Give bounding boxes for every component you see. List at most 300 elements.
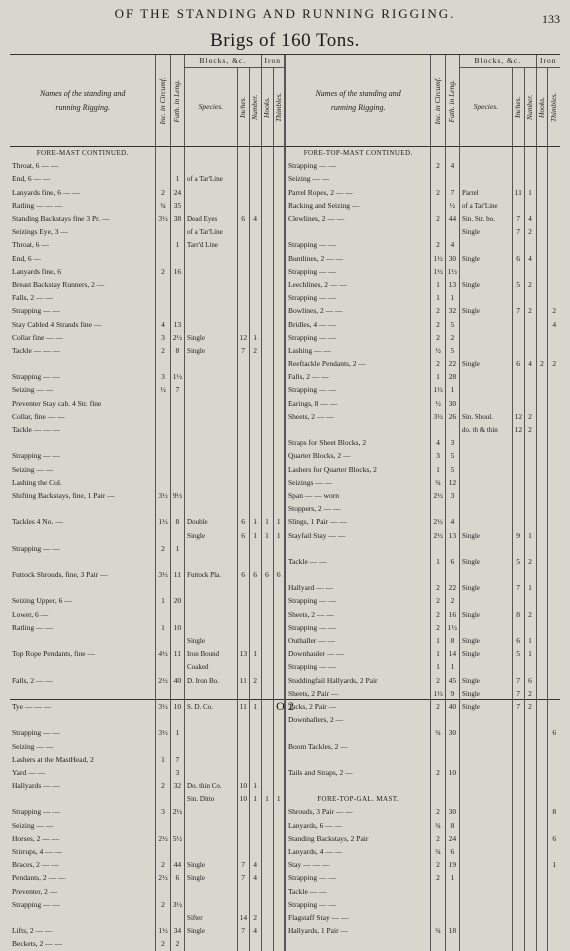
- iron-hooks-right: [536, 661, 548, 674]
- iron-hooks-left: [261, 212, 273, 225]
- length-left: 1: [170, 727, 184, 740]
- block-inches-right: [512, 753, 524, 766]
- block-species-right: Single: [460, 648, 513, 661]
- length-left: [170, 147, 184, 160]
- block-inches-right: [512, 780, 524, 793]
- circumference-left: [156, 437, 170, 450]
- table-row: [10, 582, 560, 595]
- rigging-name-right: Strapping — —: [285, 239, 431, 252]
- iron-hooks-left: [261, 199, 273, 212]
- block-inches-right: 7: [512, 212, 524, 225]
- block-inches-left: [237, 278, 249, 291]
- block-species-left: Single: [185, 344, 238, 357]
- table-row: [10, 859, 560, 872]
- iron-hooks-left: [261, 160, 273, 173]
- circumference-left: [156, 555, 170, 568]
- iron-hooks-left: [261, 925, 273, 938]
- block-species-left: Sin. Ditto: [185, 793, 238, 806]
- block-number-left: [249, 292, 261, 305]
- hooks-header: Hooks.: [536, 68, 548, 147]
- block-species-right: [460, 938, 513, 951]
- block-number-left: 6: [249, 569, 261, 582]
- iron-hooks-right: [536, 898, 548, 911]
- block-species-left: Futtock Pla.: [185, 569, 238, 582]
- iron-thimbles-right: [548, 423, 560, 436]
- iron-thimbles-left: [273, 885, 285, 898]
- iron-thimbles-left: 1: [273, 529, 285, 542]
- block-species-right: [460, 397, 513, 410]
- block-species-left: [185, 753, 238, 766]
- block-number-left: [249, 239, 261, 252]
- block-inches-right: [512, 845, 524, 858]
- block-inches-right: [512, 397, 524, 410]
- circumference-right: ¾: [431, 819, 445, 832]
- block-number-right: 2: [524, 423, 536, 436]
- rigging-name-right: Lanyards, 6 — —: [285, 819, 431, 832]
- table-row: [10, 740, 560, 753]
- iron-hooks-left: [261, 397, 273, 410]
- block-number-left: [249, 423, 261, 436]
- block-number-right: [524, 476, 536, 489]
- block-species-right: [460, 173, 513, 186]
- table-row: [10, 397, 560, 410]
- length-left: 8: [170, 516, 184, 529]
- rigging-name-left: Hallyards — —: [12, 781, 60, 791]
- iron-hooks-right: [536, 911, 548, 924]
- block-inches-left: [237, 898, 249, 911]
- block-species-right: [460, 806, 513, 819]
- iron-thimbles-left: [273, 489, 285, 502]
- block-species-right: [460, 925, 513, 938]
- block-species-left: [185, 555, 238, 568]
- block-inches-right: [512, 621, 524, 634]
- rigging-name-left: Tackles 4 No. —: [12, 517, 63, 527]
- block-number-left: 4: [249, 872, 261, 885]
- iron-thimbles-left: [273, 423, 285, 436]
- iron-thimbles-right: [548, 872, 560, 885]
- rigging-name-left: Braces, 2 — —: [12, 860, 59, 870]
- block-species-left: D. Iron Bo.: [185, 674, 238, 687]
- block-number-left: [249, 714, 261, 727]
- blocks-header: Blocks, &c.: [460, 55, 537, 68]
- hooks-header: Hooks.: [261, 68, 273, 147]
- table-row: [10, 147, 560, 160]
- table-row: [10, 331, 560, 344]
- circumference-right: 2: [431, 700, 445, 713]
- circumference-right: [431, 898, 445, 911]
- block-species-left: [185, 160, 238, 173]
- block-species-left: [185, 621, 238, 634]
- circumference-left: 3½: [156, 569, 170, 582]
- circumference-right: 1½: [431, 265, 445, 278]
- block-species-left: [185, 423, 238, 436]
- block-species-right: [460, 753, 513, 766]
- block-species-right: Parrel: [460, 186, 513, 199]
- circumference-right: [431, 542, 445, 555]
- block-number-left: [249, 634, 261, 647]
- block-inches-right: [512, 859, 524, 872]
- iron-thimbles-left: [273, 186, 285, 199]
- iron-hooks-left: [261, 358, 273, 371]
- rigging-name-right: Earings, 8 — —: [285, 397, 431, 410]
- length-right: [445, 753, 459, 766]
- iron-thimbles-left: [273, 621, 285, 634]
- circumference-left: [156, 634, 170, 647]
- rigging-name-left: Seizing — —: [12, 385, 54, 395]
- block-number-left: [249, 305, 261, 318]
- block-species-right: [460, 859, 513, 872]
- circumference-left: 1½: [156, 925, 170, 938]
- circumference-right: 2: [431, 212, 445, 225]
- block-number-right: 4: [524, 252, 536, 265]
- iron-thimbles-left: 1: [273, 516, 285, 529]
- block-species-right: [460, 476, 513, 489]
- block-number-left: [249, 753, 261, 766]
- circumference-left: 2: [156, 780, 170, 793]
- block-number-right: 1: [524, 648, 536, 661]
- circumference-left: [156, 423, 170, 436]
- block-number-left: 4: [249, 925, 261, 938]
- circumference-left: 3: [156, 331, 170, 344]
- rigging-table: [10, 55, 560, 951]
- circumference-left: 4½: [156, 648, 170, 661]
- length-header: Fath. in Leng.: [445, 55, 459, 147]
- length-right: 16: [445, 608, 459, 621]
- block-inches-right: [512, 437, 524, 450]
- block-inches-right: [512, 147, 524, 160]
- block-species-right: [460, 661, 513, 674]
- iron-thimbles-right: 6: [548, 727, 560, 740]
- iron-thimbles-left: [273, 674, 285, 687]
- iron-hooks-right: [536, 727, 548, 740]
- block-inches-right: 12: [512, 410, 524, 423]
- block-species-left: [185, 582, 238, 595]
- length-right: 24: [445, 832, 459, 845]
- iron-hooks-left: [261, 252, 273, 265]
- iron-thimbles-right: [548, 199, 560, 212]
- iron-hooks-right: [536, 410, 548, 423]
- block-inches-right: [512, 885, 524, 898]
- block-inches-left: [237, 410, 249, 423]
- iron-thimbles-left: [273, 278, 285, 291]
- block-number-right: [524, 173, 536, 186]
- block-species-right: Single: [460, 305, 513, 318]
- circumference-right: 1½: [431, 384, 445, 397]
- block-species-left: [185, 727, 238, 740]
- iron-hooks-left: 6: [261, 569, 273, 582]
- block-species-right: Single: [460, 278, 513, 291]
- length-left: [170, 226, 184, 239]
- rigging-name-left: Collar, fine — —: [12, 411, 65, 421]
- block-number-right: [524, 265, 536, 278]
- block-species-left: Iron Bound: [185, 648, 238, 661]
- length-right: 22: [445, 358, 459, 371]
- circumference-right: [431, 569, 445, 582]
- table-row: [10, 780, 560, 793]
- iron-thimbles-left: [273, 714, 285, 727]
- block-inches-left: [237, 555, 249, 568]
- length-left: 5½: [170, 832, 184, 845]
- block-species-right: [460, 542, 513, 555]
- iron-thimbles-left: [273, 819, 285, 832]
- block-species-right: Single: [460, 687, 513, 700]
- circumference-right: [431, 714, 445, 727]
- iron-thimbles-right: [548, 569, 560, 582]
- block-species-left: [185, 476, 238, 489]
- iron-thimbles-left: [273, 344, 285, 357]
- length-right: 6: [445, 555, 459, 568]
- block-number-right: [524, 661, 536, 674]
- iron-thimbles-right: [548, 542, 560, 555]
- iron-thimbles-left: [273, 780, 285, 793]
- length-right: [445, 226, 459, 239]
- block-species-left: [185, 832, 238, 845]
- circumference-left: 3½: [156, 212, 170, 225]
- block-species-left: of a Tar'Line: [185, 226, 238, 239]
- block-species-right: [460, 819, 513, 832]
- circumference-header: Inc. in Circumf.: [431, 55, 445, 147]
- block-inches-right: [512, 740, 524, 753]
- block-species-left: [185, 358, 238, 371]
- block-number-left: [249, 147, 261, 160]
- block-inches-left: [237, 621, 249, 634]
- iron-thimbles-right: [548, 278, 560, 291]
- rigging-name-right: Falls, 2 — —: [285, 371, 431, 384]
- iron-thimbles-right: [548, 265, 560, 278]
- table-row: [10, 344, 560, 357]
- block-inches-left: [237, 727, 249, 740]
- iron-hooks-left: [261, 476, 273, 489]
- block-species-left: [185, 608, 238, 621]
- block-inches-left: [237, 661, 249, 674]
- rigging-name-left: Lanyards fine, 6: [12, 266, 61, 276]
- length-right: 26: [445, 410, 459, 423]
- iron-thimbles-right: [548, 384, 560, 397]
- block-inches-right: 12: [512, 423, 524, 436]
- length-left: 2½: [170, 331, 184, 344]
- rigging-name-left: [10, 437, 156, 450]
- block-number-right: [524, 766, 536, 779]
- iron-hooks-left: [261, 542, 273, 555]
- rigging-name-right: Strapping — —: [285, 898, 431, 911]
- circumference-left: [156, 397, 170, 410]
- rigging-table-body: [10, 147, 560, 951]
- rigging-name-right: Span — — worn: [285, 489, 431, 502]
- block-species-left: [185, 898, 238, 911]
- block-number-right: 2: [524, 608, 536, 621]
- iron-thimbles-left: 6: [273, 569, 285, 582]
- block-number-right: [524, 318, 536, 331]
- circumference-right: [431, 885, 445, 898]
- circumference-left: [156, 410, 170, 423]
- table-row: [10, 384, 560, 397]
- block-inches-right: [512, 331, 524, 344]
- block-species-left: Coaked: [185, 661, 238, 674]
- iron-thimbles-right: [548, 489, 560, 502]
- iron-hooks-left: [261, 226, 273, 239]
- table-row: [10, 806, 560, 819]
- circumference-left: [156, 173, 170, 186]
- rigging-name-right: Reeftackle Pendants, 2 —: [285, 358, 431, 371]
- block-species-left: [185, 305, 238, 318]
- iron-thimbles-right: [548, 397, 560, 410]
- circumference-left: [156, 661, 170, 674]
- block-species-left: [185, 265, 238, 278]
- iron-thimbles-left: [273, 160, 285, 173]
- block-inches-right: [512, 595, 524, 608]
- block-species-left: [185, 806, 238, 819]
- rigging-name-right: [285, 569, 431, 582]
- block-number-left: [249, 582, 261, 595]
- iron-thimbles-left: [273, 147, 285, 160]
- iron-thimbles-left: [273, 384, 285, 397]
- block-number-right: [524, 542, 536, 555]
- circumference-left: 2: [156, 186, 170, 199]
- length-right: 1: [445, 661, 459, 674]
- iron-hooks-left: [261, 674, 273, 687]
- length-left: [170, 160, 184, 173]
- block-number-right: 2: [524, 410, 536, 423]
- thimbles-header: Thimbles.: [273, 68, 285, 147]
- block-inches-left: [237, 450, 249, 463]
- length-left: [170, 819, 184, 832]
- block-inches-right: [512, 318, 524, 331]
- table-row: [10, 661, 560, 674]
- iron-hooks-left: [261, 423, 273, 436]
- inches-header: Inches.: [237, 68, 249, 147]
- table-row: [10, 437, 560, 450]
- block-inches-left: 6: [237, 212, 249, 225]
- block-number-right: [524, 872, 536, 885]
- iron-thimbles-left: [273, 634, 285, 647]
- circumference-right: 2: [431, 674, 445, 687]
- iron-hooks-left: [261, 621, 273, 634]
- block-inches-right: [512, 476, 524, 489]
- rigging-name-left: Throat, 6 —: [12, 240, 49, 250]
- iron-hooks-left: [261, 278, 273, 291]
- block-number-left: [249, 819, 261, 832]
- block-species-right: Sin. Str. bo.: [460, 212, 513, 225]
- iron-hooks-left: [261, 898, 273, 911]
- iron-thimbles-left: [273, 661, 285, 674]
- table-row: [10, 503, 560, 516]
- length-right: [445, 740, 459, 753]
- iron-thimbles-left: [273, 872, 285, 885]
- block-inches-left: [237, 582, 249, 595]
- page-number: 133: [542, 12, 560, 26]
- iron-hooks-left: 1: [261, 529, 273, 542]
- length-left: 7: [170, 384, 184, 397]
- circumference-left: [156, 582, 170, 595]
- iron-thimbles-right: [548, 845, 560, 858]
- block-species-left: [185, 318, 238, 331]
- block-inches-left: [237, 542, 249, 555]
- block-species-right: [460, 450, 513, 463]
- table-row: [10, 489, 560, 502]
- table-row: [10, 793, 560, 806]
- iron-hooks-left: [261, 292, 273, 305]
- length-left: 11: [170, 648, 184, 661]
- iron-hooks-left: 1: [261, 793, 273, 806]
- circumference-right: [431, 780, 445, 793]
- block-number-right: [524, 806, 536, 819]
- block-number-left: [249, 252, 261, 265]
- block-number-right: [524, 569, 536, 582]
- circumference-right: [431, 226, 445, 239]
- iron-hooks-left: [261, 147, 273, 160]
- rigging-name-right: [285, 780, 431, 793]
- iron-hooks-right: [536, 925, 548, 938]
- circumference-right: 1½: [431, 252, 445, 265]
- iron-thimbles-right: [548, 410, 560, 423]
- iron-thimbles-left: [273, 608, 285, 621]
- block-inches-left: [237, 305, 249, 318]
- length-left: 11: [170, 569, 184, 582]
- iron-hooks-right: [536, 489, 548, 502]
- block-number-left: [249, 318, 261, 331]
- rigging-name-left: Preventer Stay cab. 4 Str. fine: [12, 398, 102, 408]
- length-left: 9½: [170, 489, 184, 502]
- block-inches-left: [237, 806, 249, 819]
- length-left: [170, 503, 184, 516]
- iron-thimbles-left: [273, 450, 285, 463]
- block-number-right: [524, 503, 536, 516]
- block-species-left: [185, 740, 238, 753]
- iron-thimbles-right: [548, 147, 560, 160]
- rigging-name-right: Racking and Seizing —: [285, 199, 431, 212]
- block-species-right: [460, 160, 513, 173]
- circumference-left: [156, 819, 170, 832]
- circumference-left: [156, 252, 170, 265]
- block-species-right: [460, 503, 513, 516]
- iron-hooks-right: [536, 463, 548, 476]
- rigging-name-right: Stoppers, 2 — —: [285, 503, 431, 516]
- table-row: [10, 476, 560, 489]
- length-right: 30: [445, 397, 459, 410]
- length-right: 10: [445, 766, 459, 779]
- circumference-right: [431, 793, 445, 806]
- iron-hooks-right: [536, 160, 548, 173]
- rigging-name-left: Ratling — —: [12, 622, 53, 632]
- block-number-right: [524, 780, 536, 793]
- iron-hooks-left: [261, 845, 273, 858]
- block-inches-left: [237, 714, 249, 727]
- iron-hooks-left: [261, 608, 273, 621]
- rigging-name-left: Lower, 6 —: [12, 609, 49, 619]
- length-right: [445, 569, 459, 582]
- iron-hooks-left: [261, 173, 273, 186]
- block-species-right: [460, 714, 513, 727]
- block-species-right: [460, 793, 513, 806]
- table-row: [10, 885, 560, 898]
- length-left: [170, 911, 184, 924]
- length-right: [445, 542, 459, 555]
- length-right: 4: [445, 239, 459, 252]
- block-inches-right: [512, 793, 524, 806]
- rigging-name-right: Hallyard — —: [285, 582, 431, 595]
- block-number-right: [524, 832, 536, 845]
- iron-hooks-right: [536, 212, 548, 225]
- iron-hooks-left: [261, 911, 273, 924]
- block-number-left: [249, 621, 261, 634]
- block-number-right: [524, 740, 536, 753]
- block-number-right: [524, 898, 536, 911]
- table-row: [10, 358, 560, 371]
- block-inches-left: 10: [237, 793, 249, 806]
- rigging-name-right: Downhauler — —: [285, 648, 431, 661]
- block-number-right: 1: [524, 186, 536, 199]
- iron-hooks-right: [536, 569, 548, 582]
